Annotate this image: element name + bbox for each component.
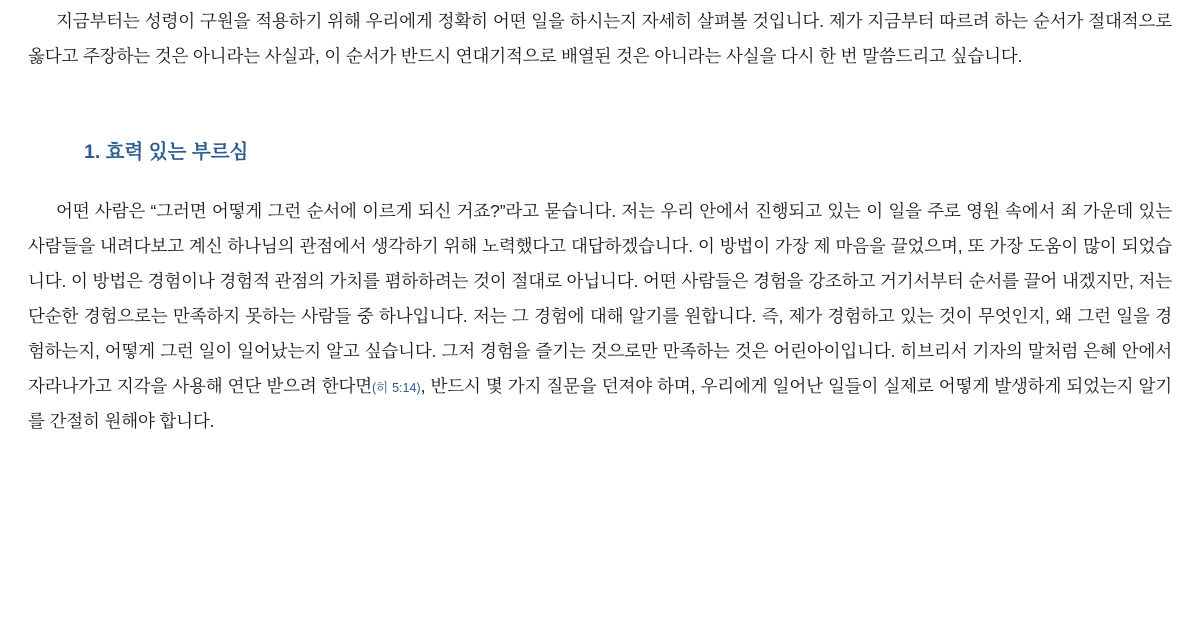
paragraph-intro: 지금부터는 성령이 구원을 적용하기 위해 우리에게 정확히 어떤 일을 하시는지 자세히 살펴볼 것입니다. 제가 지금부터 따르려 하는 순서가 절대적으로 옳다고 주장하는 것은 아니라는 사실과, 이 순서가 반드시 연대기적으로 배열된 것은 아니라는 사실을 다시 한 번 말씀드리고 싶습니다.	[28, 11, 1172, 66]
section-heading-block	[28, 74, 1172, 194]
paragraph-body	[28, 194, 1172, 439]
body-paragraph-block	[28, 194, 1172, 439]
body-text-part-1: 어떤 사람은 “그러면 어떻게 그런 순서에 이르게 되신 거죠?”라고 묻습니다. 저는 우리 안에서 진행되고 있는 이 일을 주로 영원 속에서 죄 가운데 있는 사람들을 내려다보고 계신 하나님의 관점에서 생각하기 위해 노력했다고 대답하겠습니다. 이 방법이 가장 제 마음을 끌었으며, 또 가장 도움이 많이 되었습니다. 이 방법은 경험이나 경험적 관점의 가치를 폄하하려는 것이 절대로 아닙니다. 어떤 사람들은 경험을 강조하고 거기서부터 순서를 끌어 내겠지만, 저는 단순한 경험으로는 만족하지 못하는 사람들 중 하나입니다. 저는 그 경험에 대해 알기를 원합니다. 즉, 제가 경험하고 있는 것이 무엇인지, 왜 그런 일을 경험하는지, 어떻게 그런 일이 일어났는지 알고 싶습니다. 그저 경험을 즐기는 것으로만 만족하는 것은 어린아이입니다. 히브리서 기자의 말처럼 은혜 안에서 자라나가고 지각을 사용해 연단 받으려 한다면	[28, 201, 1172, 396]
scripture-reference: (히 5:14)	[371, 381, 421, 395]
intro-paragraph-block	[28, 0, 1172, 74]
body-text-part-2: , 반드시 몇 가지 질문을 던져야 하며, 우리에게 일어난 일들이 실제로 어떻게 발생하게 되었는지 알기를 간절히 원해야 합니다.	[28, 376, 1173, 431]
section-heading: 1. 효력 있는 부르심	[84, 141, 249, 163]
